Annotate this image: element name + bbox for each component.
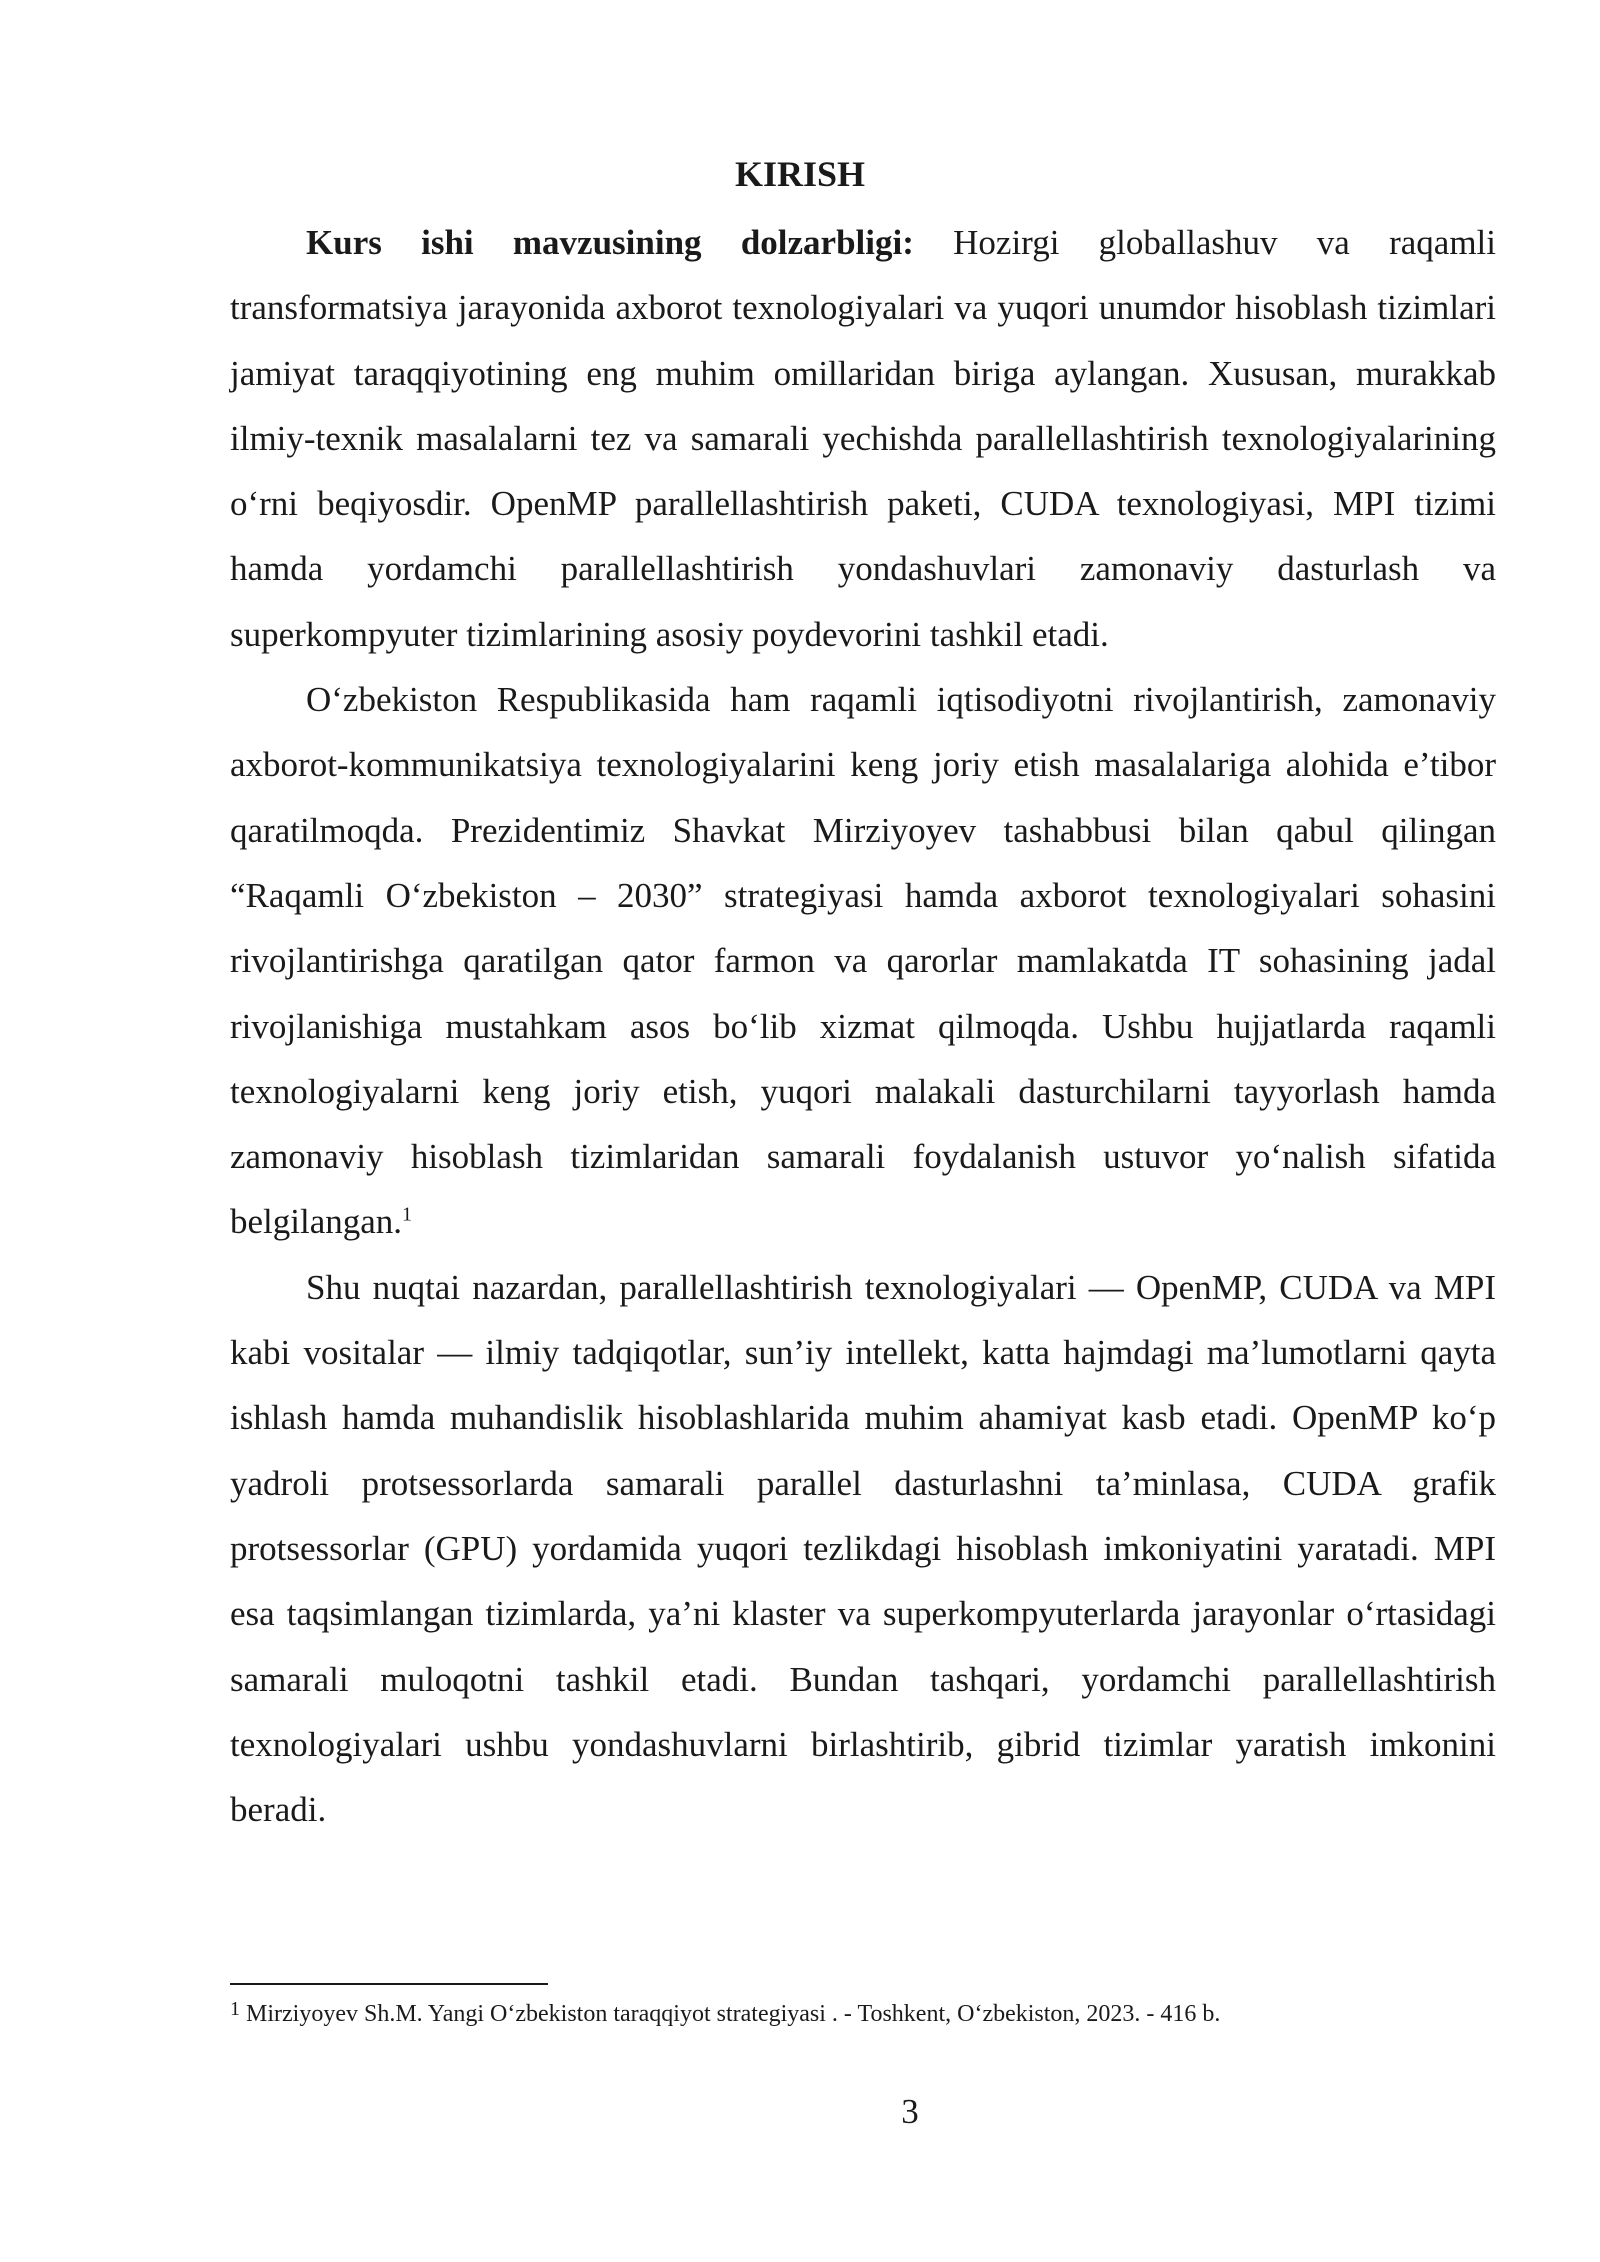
paragraph-text: Hozirgi globallashuv va raqamli transformatsiya jarayonida axborot texnologiyalari va yuqori unumdor hisoblash tizimlari jamiyat taraqqiyotining eng muhim omillaridan biriga aylangan. Xususan, murakkab ilmiy-texnik masalalarni tez va samarali yechishda parallellashtirish texnologiyalarining o‘rni beqiyosdir. OpenMP parallellashtirish paketi, CUDA texnologiyasi, MPI tizimi hamda yordamchi parallellashtirish yondashuvlari zamonaviy dasturlash va superkompyuter tizimlarining asosiy poydevorini tashkil etadi. — [230, 223, 1496, 654]
footnote-separator — [230, 1983, 548, 1985]
paragraph-relevance — [230, 210, 1496, 667]
paragraph-text: O‘zbekiston Respublikasida ham raqamli iqtisodiyotni rivojlantirish, zamonaviy axborot-kommunikatsiya texnologiyalarini keng joriy etish masalalariga alohida e’tibor qaratilmoqda. Prezidentimiz Shavkat Mirziyoyev tashabbusi bilan qabul qilingan “Raqamli O‘zbekiston – 2030” strategiyasi hamda axborot texnologiyalari sohasini rivojlantirishga qaratilgan qator farmon va qarorlar mamlakatda IT sohasining jadal rivojlanishiga mustahkam asos bo‘lib xizmat qilmoqda. Ushbu hujjatlarda raqamli texnologiyalarni keng joriy etish, yuqori malakali dasturchilarni tayyorlash hamda zamonaviy hisoblash tizimlaridan samarali foydalanish ustuvor yo‘nalish sifatida belgilangan. — [230, 680, 1496, 1242]
section-heading — [0, 150, 1600, 198]
paragraph-uzbekistan — [230, 667, 1496, 1255]
paragraph-lead: Kurs ishi mavzusining dolzarbligi: — [306, 223, 914, 262]
body-text — [230, 210, 1496, 1842]
heading-text: KIRISH — [734, 154, 866, 194]
page-number: 3 — [901, 2092, 919, 2131]
paragraph-technologies — [230, 1255, 1496, 1843]
footnote-number: 1 — [230, 1998, 240, 2020]
paragraph-text: Shu nuqtai nazardan, parallellashtirish texnologiyalari — OpenMP, CUDA va MPI kabi vositalar — ilmiy tadqiqotlar, sun’iy intellekt, katta hajmdagi ma’lumotlarni qayta ishlash hamda muhandislik hisoblashlarida muhim ahamiyat kasb etadi. OpenMP ko‘p yadroli protsessorlarda samarali parallel dasturlashni ta’minlasa, CUDA grafik protsessorlar (GPU) yordamida yuqori tezlikdagi hisoblash imkoniyatini yaratadi. MPI esa taqsimlangan tizimlarda, ya’ni klaster va superkompyuterlarda jarayonlar o‘rtasidagi samarali muloqotni tashkil etadi. Bundan tashqari, yordamchi parallellashtirish texnologiyalari ushbu yondashuvlarni birlashtirib, gibrid tizimlar yaratish imkonini beradi. — [230, 1267, 1496, 1830]
footnote — [230, 1996, 1496, 2032]
footnote-text: Mirziyoyev Sh.M. Yangi O‘zbekiston taraqqiyot strategiyasi . - Toshkent, O‘zbekiston, 2023. - 416 b. — [240, 2001, 1221, 2027]
footnote-reference[interactable]: 1 — [402, 1203, 413, 1226]
